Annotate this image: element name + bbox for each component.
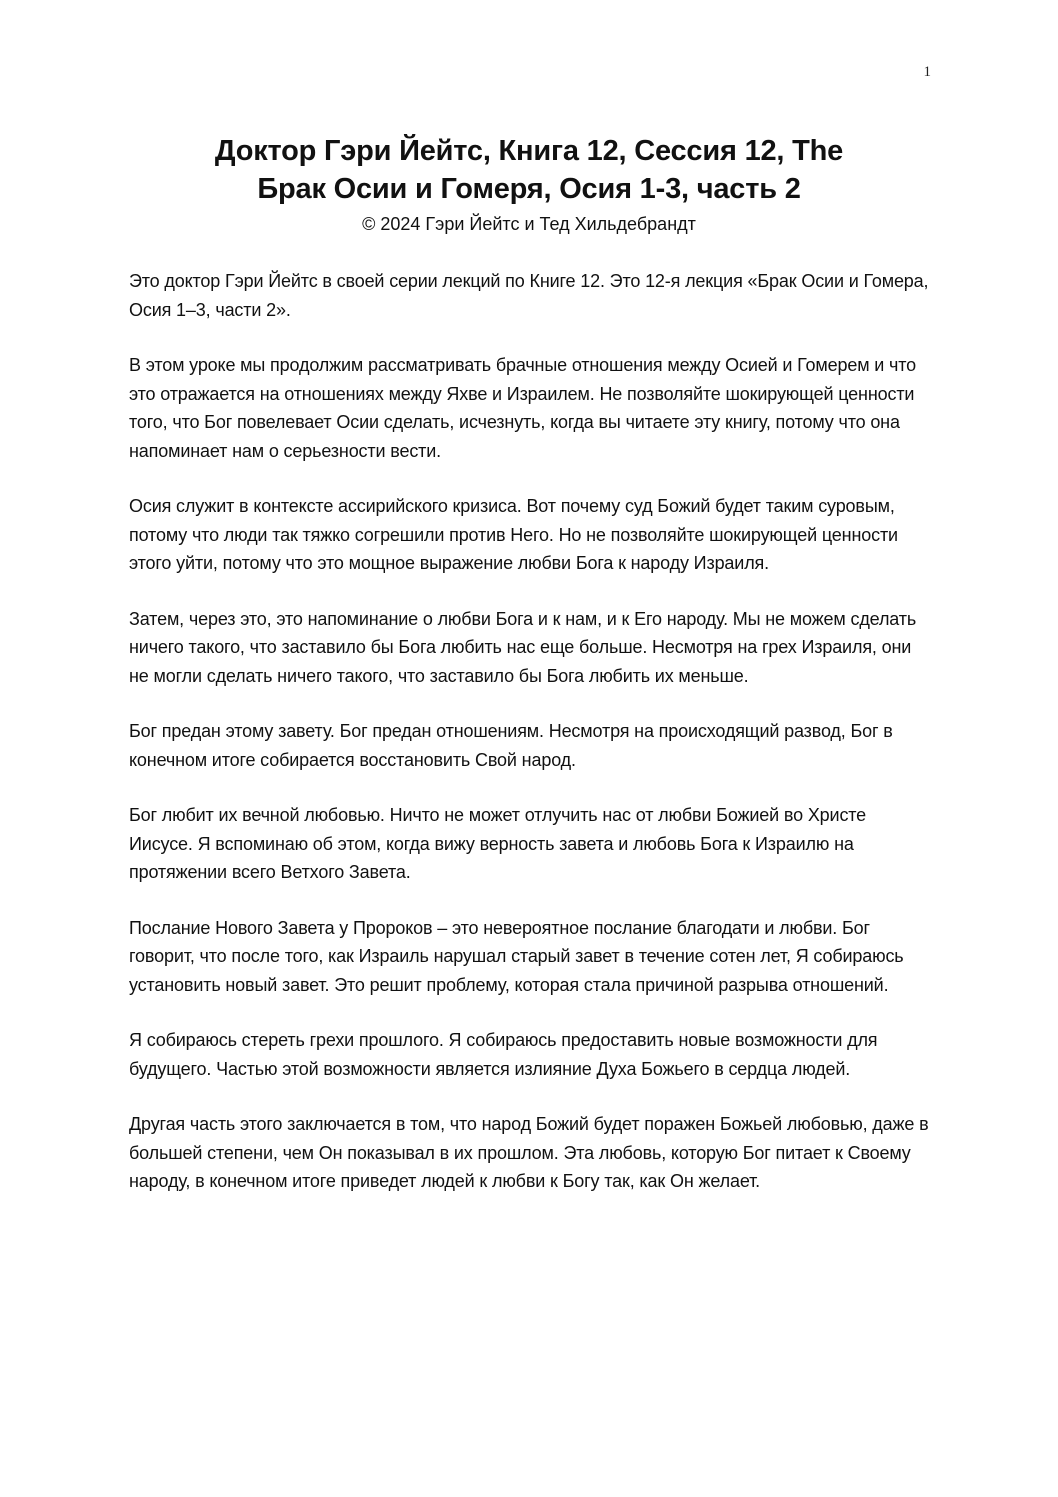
document-title-line-1: Доктор Гэри Йейтс, Книга 12, Сессия 12, The [214, 135, 844, 167]
paragraph-7: Послание Нового Завета у Пророков – это невероятное послание благодати и любви. Бог говорит, что после того, как Израиль нарушал старый завет в течение сотен лет, Я собираюсь установить новый завет. Это решит проблему, которая стала причиной разрыва отношений. [129, 917, 904, 995]
document-header [128, 132, 930, 236]
paragraph-1: Это доктор Гэри Йейтс в своей серии лекций по Книге 12. Это 12-я лекция «Брак Осии и Гомера, Осия 1–3, части 2». [129, 271, 929, 320]
paragraph-8: Я собираюсь стереть грехи прошлого. Я собираюсь предоставить новые возможности для будущего. Частью этой возможности является излияние Духа Божьего в сердца людей. [129, 1030, 878, 1079]
paragraph-2: В этом уроке мы продолжим рассматривать брачные отношения между Осией и Гомерем и что это отражается на отношениях между Яхве и Израилем. Не позволяйте шокирующей ценности того, что Бог повелевает Осии сделать, исчезнуть, когда вы читаете эту книгу, потому что она напоминает нам о серьезности вести. [129, 355, 917, 461]
copyright-notice: © 2024 Гэри Йейтс и Тед Хильдебрандт [362, 214, 696, 234]
paragraph-6: Бог любит их вечной любовью. Ничто не может отлучить нас от любви Божией во Христе Иисусе. Я вспоминаю об этом, когда вижу верность завета и любовь Бога к Израилю на протяжении всего Ветхого Завета. [129, 805, 867, 882]
paragraph-9: Другая часть этого заключается в том, что народ Божий будет поражен Божьей любовью, даже в большей степени, чем Он показывал в их прошлом. Эта любовь, которую Бог питает к Своему народу, в конечном итоге приведет людей к любви к Богу так, как Он желает. [129, 1114, 929, 1191]
paragraph-4: Затем, через это, это напоминание о любви Бога и к нам, и к Его народу. Мы не можем сделать ничего такого, что заставило бы Бога любить нас еще больше. Несмотря на грех Израиля, они не могли сделать ничего такого, что заставило бы Бога любить их меньше. [129, 608, 917, 686]
paragraph-3: Осия служит в контексте ассирийского кризиса. Вот почему суд Божий будет таким суровым, потому что люди так тяжко согрешили против Него. Но не позволяйте шокирующей ценности этого уйти, потому что это мощное выражение любви Бога к народу Израиля. [129, 496, 898, 573]
document-body [129, 267, 931, 1223]
page-number: 1 [923, 64, 931, 80]
document-title-line-2: Брак Осии и Гомеря, Осия 1-3, часть 2 [257, 173, 801, 205]
paragraph-5: Бог предан этому завету. Бог предан отношениям. Несмотря на происходящий развод, Бог в конечном итоге собирается восстановить Свой народ. [129, 721, 893, 770]
